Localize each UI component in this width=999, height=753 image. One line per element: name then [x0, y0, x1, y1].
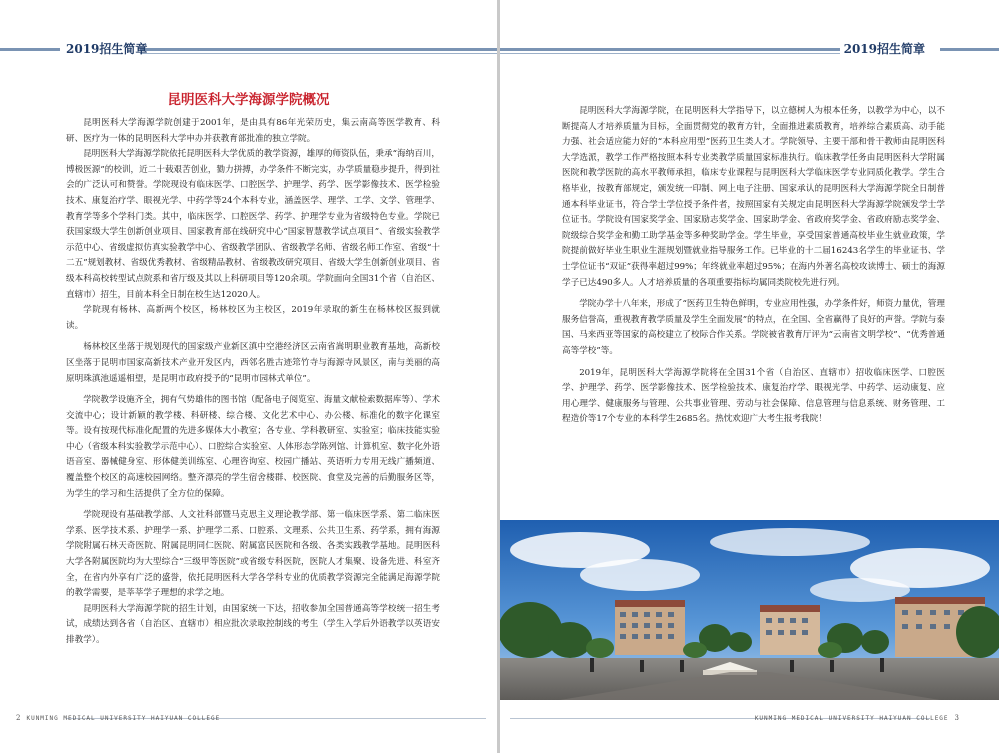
left-header — [0, 41, 497, 57]
paragraph: 昆明医科大学海源学院依托昆明医科大学优质的教学资源，雄厚的师资队伍，秉承“海纳百川，博极医源”的校训，近二十载艰苦创业，勠力拼搏，办学条件不断完实，办学质量稳步提升，得到社会的广泛认可和赞誉。学院现设有临床医学、口腔医学、护理学、药学、医学影像技术、医学检验技术、康复治疗学、眼视光学、中药学等24个本科专业，涵盖医学、理学、工学、文学、管理学、教育学等多个学科门类。其中，临床医学、口腔医学、药学、护理学专业为省级特色专业。学院已获国家级大学生创新创业项目、国家教育部在线研究中心“国家智慧教学试点项目”、省级实验教学示范中心、省级虚拟仿真实验教学中心、省级教学团队、省级教学名师、省级名师工作室、省级“十二五”规划教材、省级优秀教材、省级精品教材、省级教改研究项目、省级大学生创新创业项目、省级本科高校转型试点院系和省厅级及其以上科研项目等120余项。学院面向全国31个省（自治区、直辖市）招生，目前本科全日制在校生达12020人。 — [66, 149, 440, 300]
header-title: 2019招生简章 — [66, 42, 148, 56]
paragraph: 学院办学十八年来，形成了“医药卫生特色鲜明，专业应用性强，办学条件好，师资力量优，管理服务信誉高，重视教育教学质量及学生全面发展”的特点，在全国、全省赢得了良好的声誉。学院与泰国、马来西亚等国家的高校建立了校际合作关系。学院被省教育厅评为“云南省文明学校”、“优秀普通高等学校”等。 — [562, 299, 945, 356]
header-title: 2019招生简章 — [843, 42, 925, 56]
header-rule — [0, 48, 60, 51]
left-text-column — [66, 116, 440, 649]
header-rule — [500, 48, 840, 51]
page-number: 3 — [954, 714, 959, 722]
header-rule-thin — [140, 53, 497, 54]
page-title: 昆明医科大学海源学院概况 — [167, 92, 330, 108]
footer-college-name: KUNMING MEDICAL UNIVERSITY HAIYUAN COLLEGE — [754, 715, 949, 722]
header-rule-thin — [500, 53, 840, 54]
header-rule — [140, 48, 497, 51]
right-text-column — [562, 104, 945, 428]
paragraph: 杨林校区坐落于规划现代的国家级产业新区滇中空港经济区云南省嵩明职业教育基地，高新校区坐落于昆明市国家高新技术产业开发区内，西邻名胜古迹筇竹寺与海源寺风景区，南与美丽的高原明珠滇池遥遥相望，是昆明市政府授予的“昆明市园林式单位”。 — [66, 342, 440, 384]
paragraph: 学院现有杨林、高新两个校区，杨林校区为主校区，2019年录取的新生在杨林校区报到就读。 — [66, 305, 440, 331]
paragraph: 昆明医科大学海源学院，在昆明医科大学指导下，以立德树人为根本任务，以教学为中心，以不断提高人才培养质量为目标，全面贯彻党的教育方针，全面推进素质教育，培养综合素质高、动手能力强、社会适应能力好的“本科应用型”医药卫生类人才。学院领导、主要干部和骨干教师由昆明医科大学选派，教学工作严格按照本科专业类教学质量国家标准执行。临床教学任务由昆明医科大学附属医院和教学医院的高水平教师承担，临床专业课程与昆明医科大学临床医学专业同质化教学。学生合格毕业，按教育部规定，颁发统一印制、网上电子注册、国家承认的昆明医科大学海源学院全日制普通本科毕业证书，符合学士学位授予条件者，按照国家有关规定由昆明医科大学海源学院颁发学士学位证书。学院设有国家奖学金、国家励志奖学金、国家助学金、省政府奖学金、省政府励志奖学金、院级综合奖学金和勤工助学基金等多种奖助学金。学生毕业，享受国家普通高校毕业生就业政策，学院提前做好毕业生职业生涯规划暨就业指导服务工作。已毕业的十二届16243名学生的毕业证书、学士学位证书“双证”获得率超过99%；年终就业率超过95%；在海内外著名高校攻读博士、硕士的海源学子已达490多人。人才培养质量的各项重要指标均属同类院校先进行列。 — [562, 106, 945, 288]
campus-photo — [500, 520, 999, 700]
paragraph: 2019年，昆明医科大学海源学院将在全国31个省（自治区、直辖市）招收临床医学、口腔医学、护理学、药学、医学影像技术、医学检验技术、康复治疗学、眼视光学、中药学、运动康复、应用心理学、健康服务与管理、公共事业管理、劳动与社会保障、信息管理与信息系统、财务管理、工程造价等17个专业的本科学生2685名。热忱欢迎广大考生报考我院！ — [562, 367, 945, 425]
paragraph: 昆明医科大学海源学院创建于2001年，是由具有86年光荣历史，集云南高等医学教育、科研、医疗为一体的昆明医科大学申办并获教育部批准的独立学院。 — [66, 118, 440, 144]
right-header — [500, 41, 999, 57]
right-page — [500, 0, 999, 753]
header-rule — [940, 48, 999, 51]
campus-photo-illustration — [500, 520, 999, 700]
right-footer — [755, 714, 965, 722]
paragraph: 昆明医科大学海源学院的招生计划，由国家统一下达，招收参加全国普通高等学校统一招生考试，成绩达到各省（自治区、直辖市）相应批次录取控制线的考生（学生入学后外语教学以英语安排教学）。 — [66, 603, 440, 645]
paragraph: 学院教学设施齐全，拥有气势雄伟的图书馆（配备电子阅览室、海量文献检索数据库等）、学术交流中心；设计新颖的教学楼、科研楼、综合楼、文化艺术中心、办公楼、标准化的数字化课室等。设有按现代标准化配置的先进多媒体大小教室；各专业、学科教研室、实验室；临床技能实验中心（省级本科实验教学示范中心）、口腔综合实验室、人体形态学陈列馆、计算机室、数字化外语语音室、器械健身室、形体健美训练室、心理咨询室、校园广播站、英语听力专用无线广播频道、覆盖整个校区的高速校园网络。整齐漂亮的学生宿舍楼群、校医院、食堂及完善的后勤服务区等，为学生的学习和生活提供了全方位的保障。 — [66, 395, 440, 499]
footer-college-name: KUNMING MEDICAL UNIVERSITY HAIYUAN COLLEGE — [26, 715, 221, 722]
page-number: 2 — [16, 714, 21, 722]
left-page — [0, 0, 497, 753]
left-footer — [10, 714, 220, 722]
paragraph: 学院现设有基础教学部、人文社科部暨马克思主义理论教学部、第一临床医学系、第二临床医学系、医学技术系、护理学一系、护理学二系、口腔系、文理系、公共卫生系、药学系，拥有海源学院附属石林天奇医院、附属昆明同仁医院、附属富民医院和各级、各类实践教学基地。昆明医科大学各附属医院均为大型综合“三级甲等医院”或省级专科医院，医院人才集聚、设备先进、科室齐全，在省内外享有广泛的盛誉，依托昆明医科大学各学科专业的优质教学资源完全能满足海源学院的教学需要，是莘莘学子理想的求学之地。 — [66, 510, 440, 599]
